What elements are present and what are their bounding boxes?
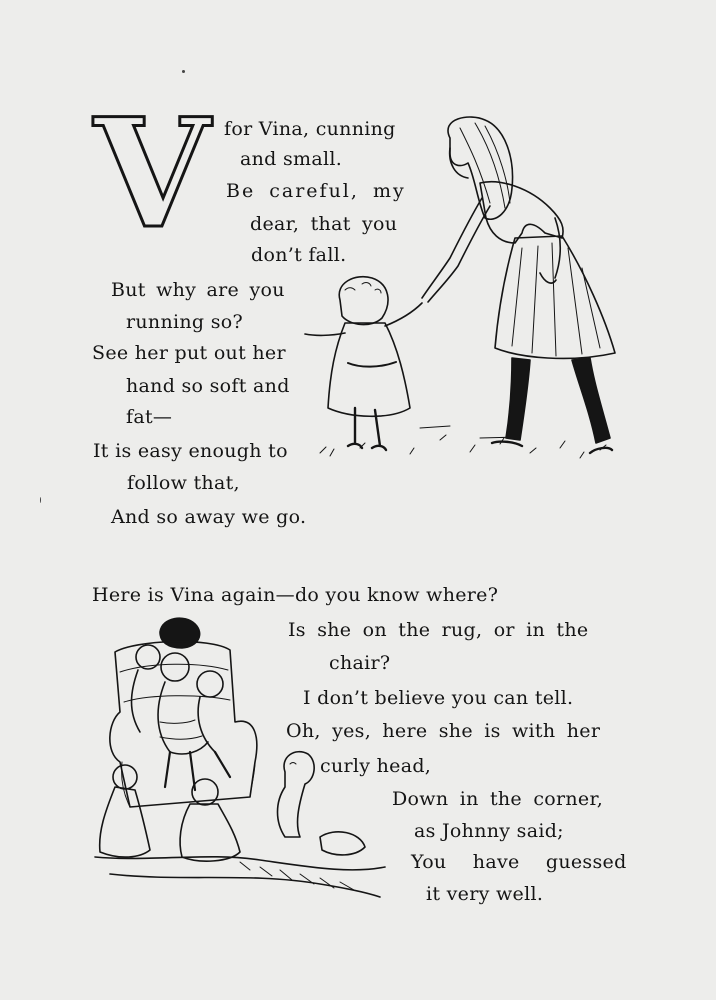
stanza1-line-4: dear, that you — [250, 213, 398, 235]
illustration-children-in-chair — [90, 612, 390, 902]
girl-arm — [422, 198, 490, 302]
stanza2-line-9: You have guessed — [411, 851, 627, 873]
toddler — [305, 277, 422, 450]
stanza1-line-1: for Vina, cunning — [224, 118, 396, 140]
children-on-floor — [100, 765, 240, 861]
stanza1-line-6: But why are you — [111, 279, 285, 301]
stanza1-line-7: running so? — [126, 311, 243, 333]
stanza2-line-7: Down in the corner, — [392, 788, 604, 810]
paper-speck — [182, 70, 185, 73]
stanza1-line-5: don’t fall. — [251, 244, 347, 266]
stanza1-line-12: follow that, — [127, 472, 240, 494]
dog — [278, 752, 366, 855]
ground-grass — [320, 426, 606, 458]
paper-speck — [40, 497, 41, 503]
stanza1-line-2: and small. — [240, 148, 343, 170]
stanza2-line-4: I don’t believe you can tell. — [303, 687, 574, 709]
stanza2-line-5: Oh, yes, here she is with her — [286, 720, 601, 742]
drop-cap-v — [90, 108, 214, 234]
illustration-girl-and-toddler — [300, 108, 620, 470]
stanza1-line-11: It is easy enough to — [93, 440, 288, 462]
drop-cap-letter: V — [93, 108, 211, 234]
stanza1-line-10: fat— — [126, 406, 173, 428]
girl-blouse — [480, 182, 563, 243]
stanza1-line-8: See her put out her — [92, 342, 286, 364]
stanza2-line-6: curly head, — [320, 755, 432, 777]
doll-on-chair — [160, 618, 200, 648]
stanza2-line-3: chair? — [329, 652, 391, 674]
stanza2-line-2: Is she on the rug, or in the — [288, 619, 589, 641]
toddler-dress — [328, 323, 410, 416]
stanza1-line-9: hand so soft and — [126, 375, 290, 397]
toddler-head — [339, 277, 388, 325]
stanza2-line-8: as Johnny said; — [414, 820, 564, 842]
armchair — [110, 642, 257, 807]
stanza2-line-10: it very well. — [426, 883, 544, 905]
stanza1-line-3: Be careful, my — [226, 180, 406, 202]
stanza2-line-1: Here is Vina again—do you know where? — [92, 584, 499, 606]
stanza1-line-13: And so away we go. — [111, 506, 307, 528]
girl-legs — [506, 358, 610, 443]
rug — [95, 857, 385, 897]
